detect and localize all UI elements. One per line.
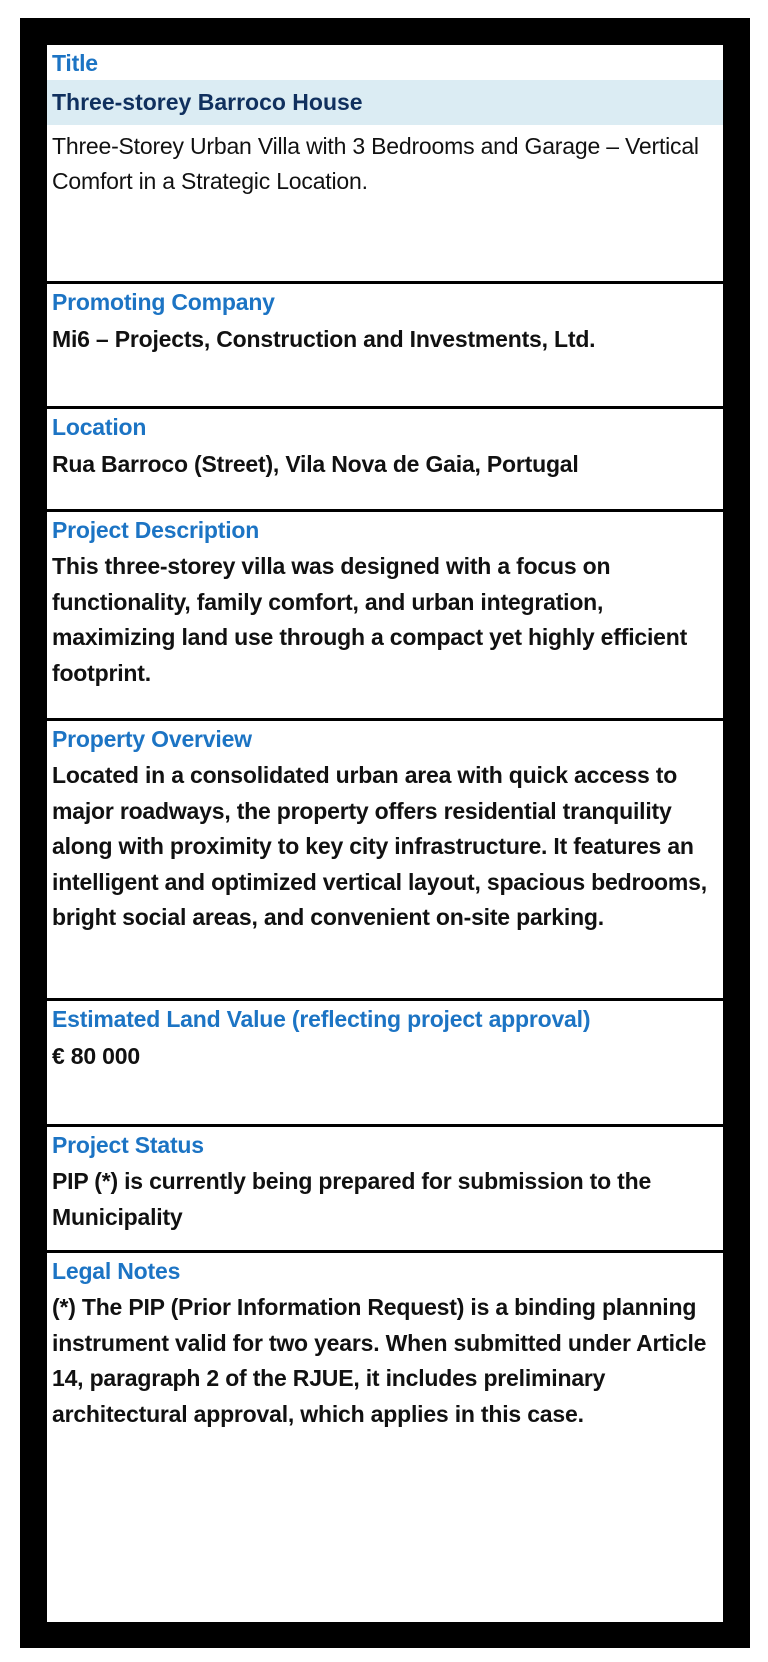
project-status-section (47, 1127, 723, 1253)
section-text: PIP (*) is currently being prepared for submission to the Municipality (52, 1168, 652, 1230)
section-heading: Estimated Land Value (reflecting project approval) (52, 1006, 591, 1032)
location-section (47, 409, 723, 512)
property-sheet (47, 45, 723, 1622)
legal-notes-section (47, 1253, 723, 1622)
section-text: Located in a consolidated urban area with quick access to major roadways, the property offers residential tranquility along with proximity to key city infrastructure. It features an intelligent and optimized vertical layout, spacious bedrooms, bright social areas, and convenient on-site parking. (52, 762, 707, 930)
promoting-company-section (47, 284, 723, 409)
section-text: Three-Storey Urban Villa with 3 Bedrooms and Garage – Vertical Comfort in a Strategic Location. (52, 133, 699, 194)
land-value-section (47, 1001, 723, 1127)
section-heading: Promoting Company (52, 289, 275, 315)
project-name: Three-storey Barroco House (47, 80, 723, 125)
section-heading: Property Overview (52, 726, 252, 752)
section-heading: Location (52, 414, 147, 440)
project-description-section (47, 512, 723, 721)
property-overview-section (47, 721, 723, 1001)
section-heading: Project Status (52, 1132, 204, 1158)
section-text: Mi6 – Projects, Construction and Investments, Ltd. (52, 326, 596, 352)
section-heading: Legal Notes (52, 1258, 181, 1284)
section-heading: Title (52, 50, 98, 76)
section-text: (*) The PIP (Prior Information Request) is a binding planning instrument valid for two years. When submitted under Article 14, paragraph 2 of the RJUE, it includes preliminary architectural approval, which applies in this case. (52, 1294, 707, 1427)
section-text: Rua Barroco (Street), Vila Nova de Gaia, Portugal (52, 451, 579, 477)
section-text: This three-storey villa was designed with a focus on functionality, family comfort, and urban integration, maximizing land use through a compact yet highly efficient footprint. (52, 553, 688, 686)
section-heading: Project Description (52, 517, 260, 543)
land-value-amount: € 80 000 (52, 1043, 140, 1069)
title-section (47, 45, 723, 284)
